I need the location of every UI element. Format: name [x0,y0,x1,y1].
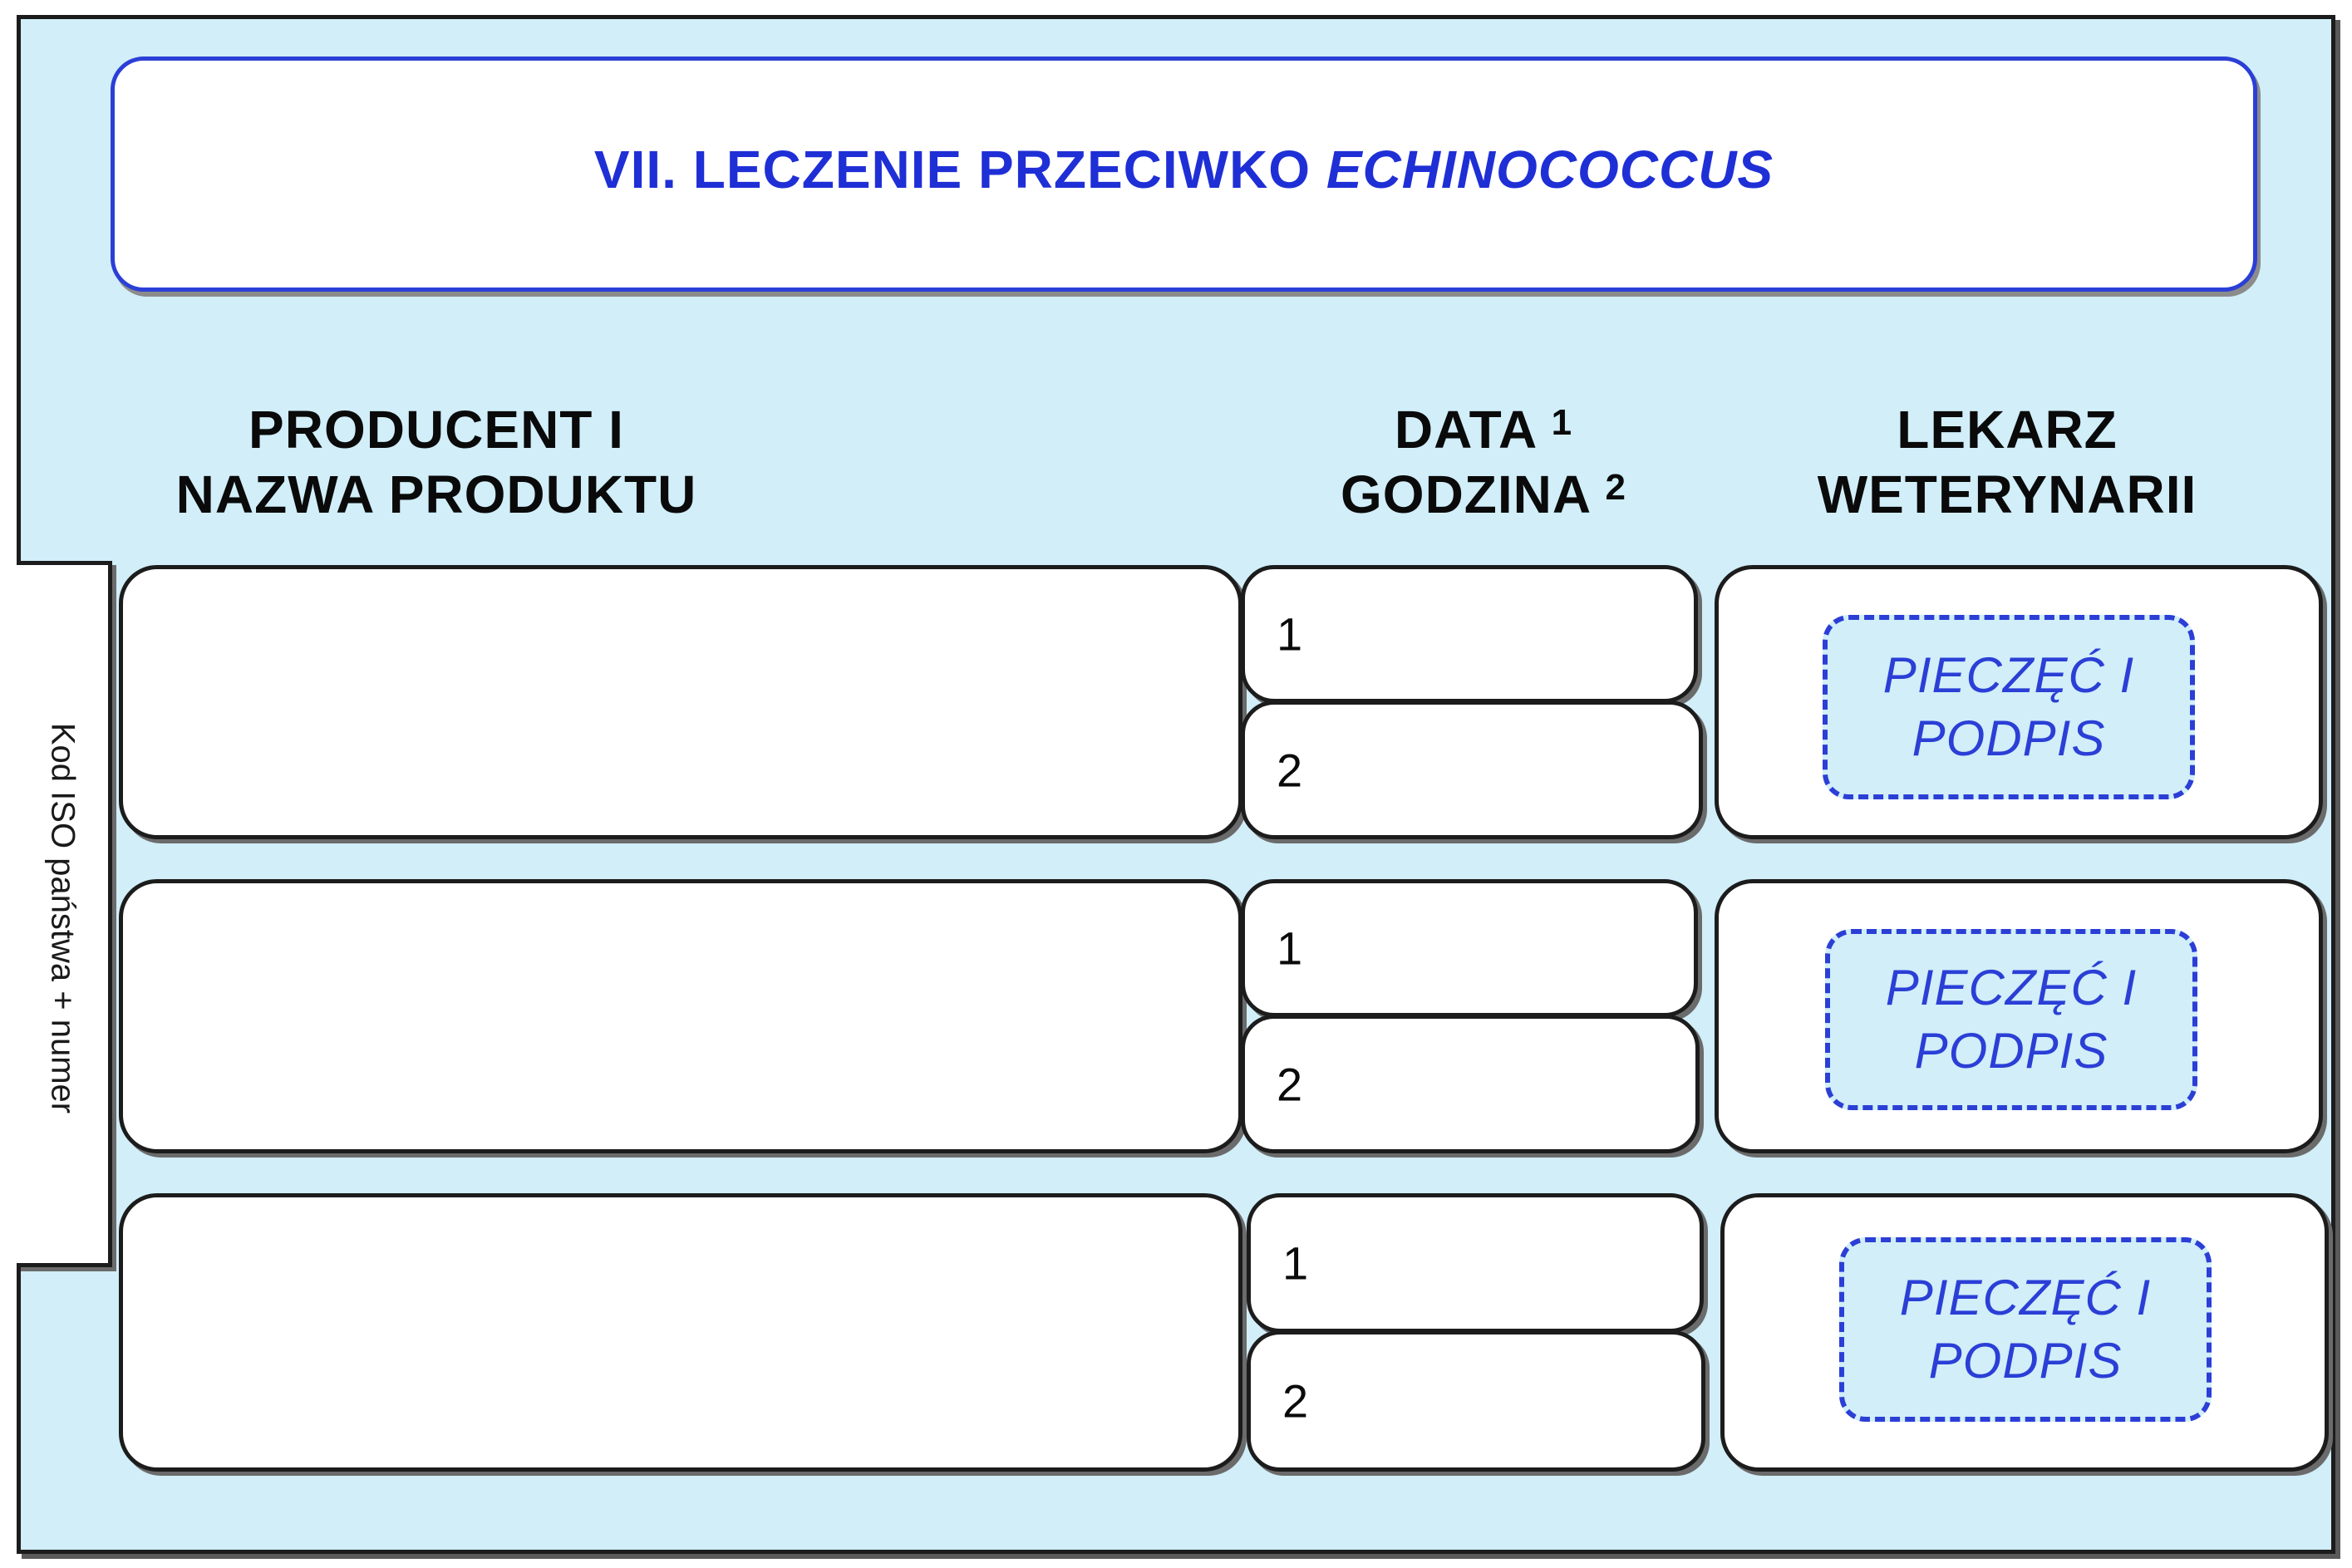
date-time-header [1301,397,1666,527]
date-label: DATA [1394,400,1536,460]
stamp-signature-area [1823,615,2195,799]
section-title [594,139,1774,200]
vet-field-row2[interactable] [1715,879,2323,1153]
iso-code-label: Kod ISO państwa + numer [44,722,81,1114]
vet-field-row1[interactable] [1715,565,2323,839]
product-field-row3[interactable] [119,1193,1242,1472]
date-slot-number: 1 [1277,922,1303,975]
time-label: GODZINA [1341,465,1590,524]
time-slot-row1[interactable] [1241,700,1703,839]
producer-header-line1: PRODUCENT I [248,400,624,460]
date-slot-row2[interactable] [1241,879,1698,1017]
date-footnote: 1 [1551,402,1573,443]
time-slot-row3[interactable] [1247,1330,1705,1472]
producer-header [154,397,719,527]
vet-header-line2: WETERYNARII [1817,465,2197,524]
date-header-line [1301,397,1666,462]
vet-header-line1: LEKARZ [1897,400,2118,460]
producer-header-line2: NAZWA PRODUKTU [175,465,697,524]
time-header-line [1301,462,1666,527]
stamp-label: PIECZĘĆ I PODPIS [1882,647,2135,766]
time-slot-number: 2 [1277,1058,1303,1110]
time-slot-row2[interactable] [1241,1015,1700,1153]
date-slot-number: 1 [1277,607,1303,661]
section-title-box [111,57,2257,292]
treatment-form-panel [17,15,2335,1554]
vet-field-row3[interactable] [1720,1193,2329,1472]
time-footnote: 2 [1605,467,1626,508]
stamp-signature-area [1825,929,2197,1110]
date-slot-number: 1 [1282,1236,1309,1290]
stamp-label: PIECZĘĆ I PODPIS [1899,1270,2152,1389]
date-slot-row3[interactable] [1247,1193,1704,1333]
stamp-signature-area [1839,1237,2212,1422]
vet-header [1799,397,2215,527]
section-number: VII. [593,139,677,199]
iso-code-tab [17,561,112,1267]
stamp-label: PIECZĘĆ I PODPIS [1885,960,2138,1079]
time-slot-number: 2 [1277,744,1303,796]
section-title-text: LECZENIE PRZECIWKO [692,139,1311,199]
date-slot-row1[interactable] [1241,565,1698,703]
section-title-genus: ECHINOCOCCUS [1326,139,1774,199]
time-slot-number: 2 [1282,1374,1309,1428]
product-field-row2[interactable] [119,879,1242,1153]
product-field-row1[interactable] [119,565,1242,839]
